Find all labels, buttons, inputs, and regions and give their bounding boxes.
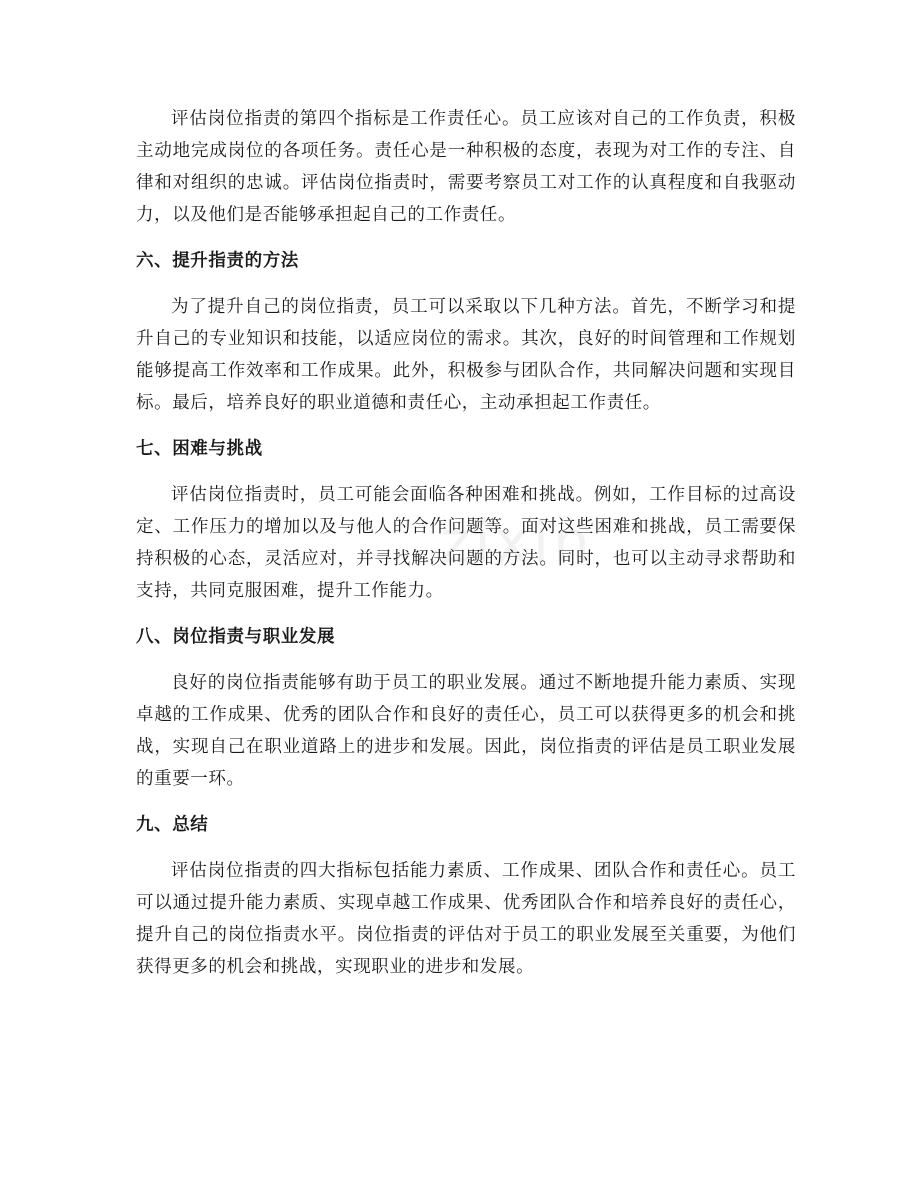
heading-section-9: 九、总结: [136, 815, 209, 835]
document-body: [136, 103, 796, 983]
paragraph-section-7: 评估岗位指责时，员工可能会面临各种困难和挑战。例如，工作目标的过高设定、工作压力的增加以及与他人的合作问题等。面对这些困难和挑战，员工需要保持积极的心态，灵活应对，并寻找解决问题的方法。同时，也可以主动寻求帮助和支持，共同克服困难，提升工作能力。: [136, 485, 796, 601]
paragraph-intro: 评估岗位指责的第四个指标是工作责任心。员工应该对自己的工作负责，积极主动地完成岗位的各项任务。责任心是一种积极的态度，表现为对工作的专注、自律和对组织的忠诚。评估岗位指责时，需要考察员工对工作的认真程度和自我驱动力，以及他们是否能够承担起自己的工作责任。: [136, 109, 796, 225]
paragraph-section-8: 良好的岗位指责能够有助于员工的职业发展。通过不断地提升能力素质、实现卓越的工作成果、优秀的团队合作和良好的责任心，员工可以获得更多的机会和挑战，实现自己在职业道路上的进步和发展。因此，岗位指责的评估是员工职业发展的重要一环。: [136, 673, 796, 789]
heading-section-7: 七、困难与挑战: [136, 439, 263, 459]
heading-section-8: 八、岗位指责与职业发展: [136, 627, 336, 647]
heading-section-6: 六、提升指责的方法: [136, 251, 299, 271]
paragraph-section-6: 为了提升自己的岗位指责，员工可以采取以下几种方法。首先，不断学习和提升自己的专业知识和技能，以适应岗位的需求。其次，良好的时间管理和工作规划能够提高工作效率和工作成果。此外，积极参与团队合作，共同解决问题和实现目标。最后，培养良好的职业道德和责任心，主动承担起工作责任。: [136, 297, 796, 413]
watermark: zixin: [440, 508, 594, 576]
paragraph-section-9: 评估岗位指责的四大指标包括能力素质、工作成果、团队合作和责任心。员工可以通过提升能力素质、实现卓越工作成果、优秀团队合作和培养良好的责任心，提升自己的岗位指责水平。岗位指责的评估对于员工的职业发展至关重要，为他们获得更多的机会和挑战，实现职业的进步和发展。: [136, 861, 796, 977]
